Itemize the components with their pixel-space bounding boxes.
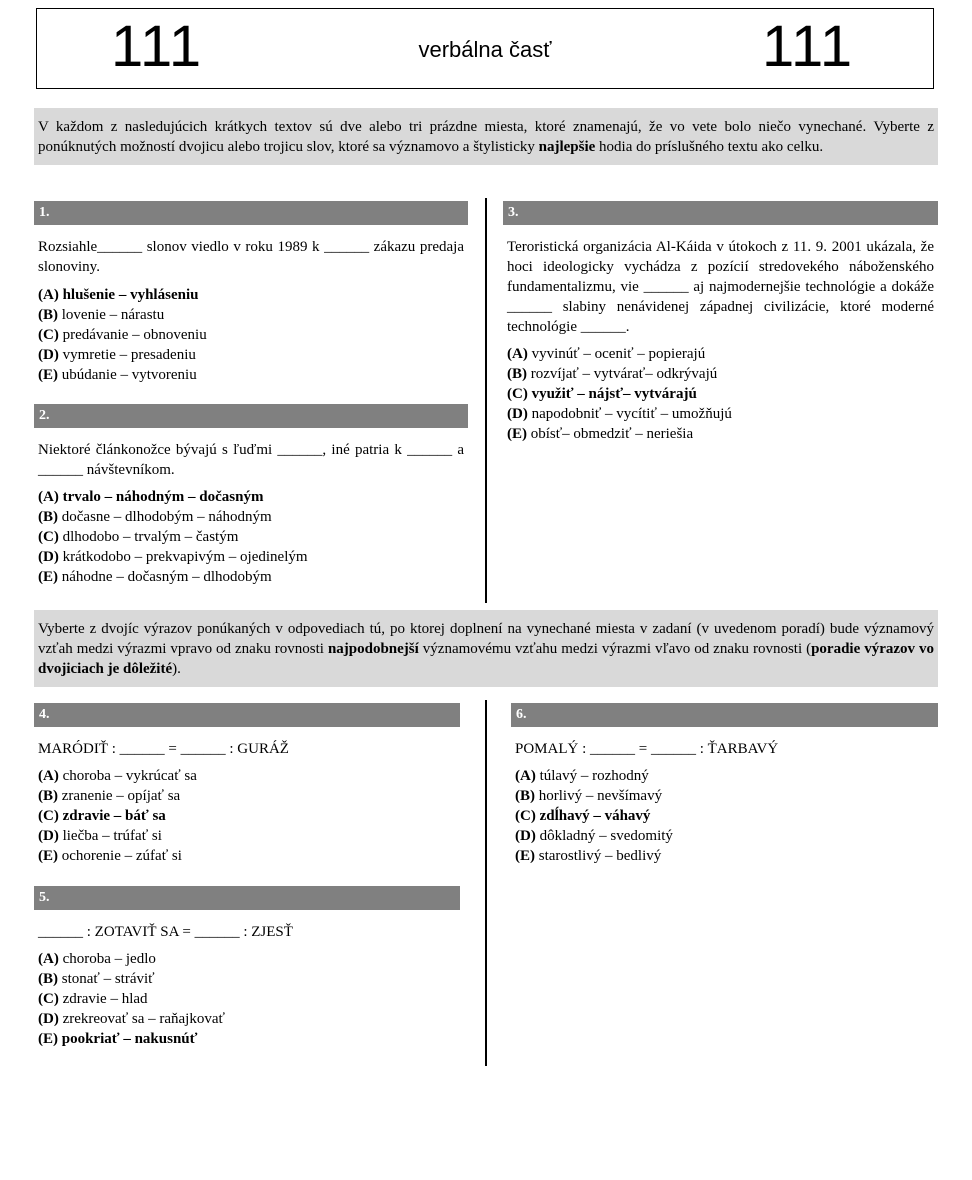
page-header	[36, 8, 934, 89]
answer-option-text: predávanie – obnoveniu	[62, 327, 207, 343]
answer-option-text: dôkladný – svedomitý	[539, 828, 673, 844]
answer-option	[38, 547, 308, 567]
answer-option-text: túlavý – rozhodný	[539, 768, 649, 784]
answer-option	[507, 364, 732, 384]
answer-option	[38, 806, 197, 826]
answer-option	[38, 365, 207, 385]
answer-option-text: ochorenie – zúfať si	[61, 848, 182, 864]
answer-option-text: liečba – trúfať si	[62, 828, 162, 844]
question-4-header: 4.	[34, 703, 460, 727]
question-6-options	[515, 766, 673, 866]
answer-option	[38, 989, 225, 1009]
answer-option	[38, 949, 225, 969]
answer-option-label: (C)	[515, 808, 536, 824]
question-2-options	[38, 487, 308, 587]
question-5-text: ______ : ZOTAVIŤ SA = ______ : ZJESŤ	[38, 924, 293, 940]
answer-option-label: (E)	[38, 1031, 58, 1047]
instruction-1-text-end: hodia do príslušného textu ako celku.	[595, 139, 824, 155]
answer-option	[38, 969, 225, 989]
column-divider-2	[485, 700, 487, 1066]
answer-option	[507, 384, 732, 404]
answer-option	[38, 285, 207, 305]
answer-option-label: (D)	[515, 828, 536, 844]
answer-option-label: (C)	[38, 327, 59, 343]
header-right-number: 111	[762, 14, 854, 79]
answer-option-text: pookriať – nakusnúť	[61, 1031, 198, 1047]
answer-option-text: zdĺhavý – váhavý	[539, 808, 651, 824]
answer-option	[515, 806, 673, 826]
answer-option-text: dočasne – dlhodobým – náhodným	[61, 509, 272, 525]
instruction-block-2	[34, 610, 938, 687]
instruction-1-text: V každom z nasledujúcich krátkych textov sú dve alebo tri prázdne miesta, ktoré znamenajú, že vo vete bolo niečo vynechané. Vyberte z ponúknutých možností dvojicu alebo trojicu slov, ktoré sa významovo a štylisticky	[38, 119, 934, 155]
column-divider-1	[485, 198, 487, 603]
answer-option	[38, 527, 308, 547]
answer-option-text: ubúdanie – vytvoreniu	[61, 367, 197, 383]
answer-option	[507, 344, 732, 364]
question-4-options	[38, 766, 197, 866]
answer-option-label: (E)	[38, 569, 58, 585]
answer-option-text: choroba – vykrúcať sa	[62, 768, 197, 784]
answer-option-label: (A)	[38, 951, 59, 967]
answer-option-label: (C)	[38, 529, 59, 545]
answer-option-label: (A)	[38, 489, 59, 505]
question-2-text: Niektoré článkonožce bývajú s ľuďmi ______, iné patria k ______ a ______ návštevníkom.	[38, 442, 464, 478]
answer-option-text: zdravie – báť sa	[62, 808, 166, 824]
answer-option-label: (B)	[38, 307, 58, 323]
question-5-header: 5.	[34, 886, 460, 910]
instruction-2-text-middle: významovému vzťahu medzi výrazmi vľavo od znaku rovnosti (	[418, 641, 812, 657]
question-6-header: 6.	[511, 703, 938, 727]
answer-option-label: (B)	[38, 788, 58, 804]
answer-option-text: rozvíjať – vytvárať– odkrývajú	[530, 366, 718, 382]
answer-option-text: starostlivý – bedlivý	[538, 848, 662, 864]
answer-option-label: (D)	[38, 549, 59, 565]
question-1-options	[38, 285, 207, 385]
answer-option-label: (A)	[38, 287, 59, 303]
answer-option-text: náhodne – dočasným – dlhodobým	[61, 569, 272, 585]
answer-option	[38, 325, 207, 345]
answer-option-text: zrekreovať sa – raňajkovať	[62, 1011, 225, 1027]
header-left-number: 111	[111, 14, 203, 79]
answer-option-text: horlivý – nevšímavý	[538, 788, 663, 804]
answer-option-text: využiť – nájsť– vytvárajú	[531, 386, 697, 402]
answer-option-label: (B)	[38, 509, 58, 525]
answer-option-label: (E)	[515, 848, 535, 864]
instruction-1-emphasis: najlepšie	[538, 139, 596, 155]
instruction-block-1	[34, 108, 938, 165]
answer-option-label: (E)	[507, 426, 527, 442]
instruction-2-emphasis-1: najpodobnejší	[327, 641, 419, 657]
answer-option-label: (A)	[507, 346, 528, 362]
instruction-2-emphasis-2: poradie výrazov vo dvojiciach je dôležité	[38, 641, 935, 677]
answer-option	[38, 766, 197, 786]
question-3-options	[507, 344, 732, 444]
question-1-text: Rozsiahle______ slonov viedlo v roku 1989 k ______ zákazu predaja slonoviny.	[38, 239, 464, 275]
question-1-header: 1.	[34, 201, 468, 225]
answer-option-text: lovenie – nárastu	[61, 307, 165, 323]
answer-option	[38, 786, 197, 806]
answer-option	[515, 826, 673, 846]
answer-option-text: choroba – jedlo	[62, 951, 156, 967]
answer-option-text: dlhodobo – trvalým – častým	[62, 529, 239, 545]
answer-option-text: napodobniť – vycítiť – umožňujú	[531, 406, 732, 422]
answer-option	[38, 507, 308, 527]
instruction-2-text: Vyberte z dvojíc výrazov ponúkaných v odpovediach tú, po ktorej doplnení na vynechané miesta v zadaní (v uvedenom poradí) bude významový vzťah medzi výrazmi vpravo od znaku rovnosti	[38, 621, 934, 657]
answer-option-label: (D)	[38, 347, 59, 363]
answer-option	[515, 846, 673, 866]
answer-option-text: vyvinúť – oceniť – popierajú	[531, 346, 706, 362]
answer-option-label: (A)	[38, 768, 59, 784]
answer-option	[38, 567, 308, 587]
answer-option-label: (E)	[38, 848, 58, 864]
answer-option-label: (B)	[507, 366, 527, 382]
answer-option-label: (C)	[38, 808, 59, 824]
answer-option-text: obísť– obmedziť – neriešia	[530, 426, 694, 442]
instruction-2-text-end: ).	[172, 661, 181, 677]
answer-option-label: (D)	[38, 828, 59, 844]
answer-option	[38, 826, 197, 846]
answer-option-text: trvalo – náhodným – dočasným	[62, 489, 264, 505]
answer-option	[507, 404, 732, 424]
answer-option-text: zdravie – hlad	[62, 991, 148, 1007]
answer-option	[38, 1029, 225, 1049]
question-5-options	[38, 949, 225, 1049]
answer-option	[515, 766, 673, 786]
answer-option-label: (B)	[515, 788, 535, 804]
answer-option-label: (E)	[38, 367, 58, 383]
answer-option	[515, 786, 673, 806]
answer-option	[38, 345, 207, 365]
header-title: verbálna časť	[418, 37, 552, 62]
answer-option-label: (C)	[507, 386, 528, 402]
answer-option-label: (B)	[38, 971, 58, 987]
answer-option	[38, 1009, 225, 1029]
question-6-text: POMALÝ : ______ = ______ : ŤARBAVÝ	[515, 741, 779, 757]
answer-option-label: (D)	[38, 1011, 59, 1027]
answer-option-label: (D)	[507, 406, 528, 422]
question-3-text: Teroristická organizácia Al-Káida v útokoch z 11. 9. 2001 ukázala, že hoci ideologicky vychádza z pozícií stredovekého náboženského fundamentalizmu, vie ______ aj najmodernejšie technológie a dokáže ______ slabiny nenávidenej západnej civilizácie, ktoré moderné technológie ______.	[507, 239, 934, 335]
answer-option-text: vymretie – presadeniu	[62, 347, 196, 363]
answer-option-text: zranenie – opíjať sa	[61, 788, 181, 804]
answer-option-label: (A)	[515, 768, 536, 784]
answer-option-text: hlušenie – vyhláseniu	[62, 287, 199, 303]
answer-option-text: stonať – stráviť	[61, 971, 155, 987]
question-2-header: 2.	[34, 404, 468, 428]
answer-option	[38, 487, 308, 507]
question-4-text: MARÓDIŤ : ______ = ______ : GURÁŽ	[38, 741, 289, 757]
answer-option	[38, 305, 207, 325]
answer-option-text: krátkodobo – prekvapivým – ojedinelým	[62, 549, 308, 565]
answer-option-label: (C)	[38, 991, 59, 1007]
answer-option	[507, 424, 732, 444]
answer-option	[38, 846, 197, 866]
question-3-header: 3.	[503, 201, 938, 225]
